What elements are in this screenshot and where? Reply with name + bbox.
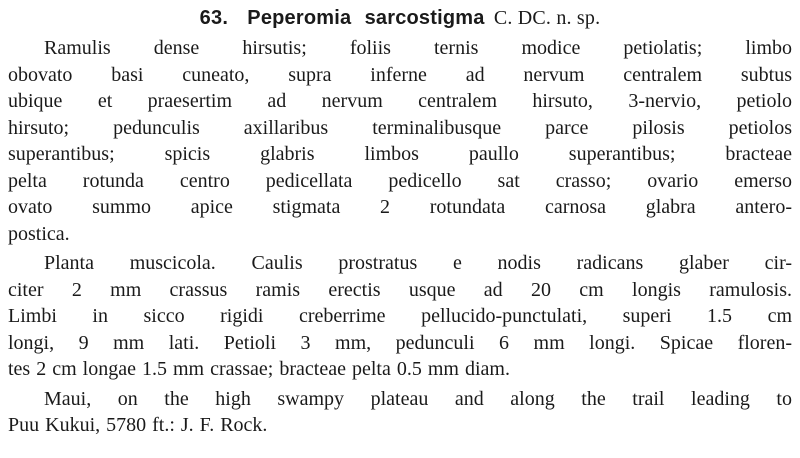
habit-line: longi, 9 mm lati. Petioli 3 mm, pedunculi 6 mm longi. Spicae floren- bbox=[8, 331, 792, 354]
description-paragraph bbox=[8, 35, 792, 247]
species-epithet: sarcostigma bbox=[364, 7, 485, 29]
habit-line: citer 2 mm crassus ramis erectis usque ad 20 cm longis ramulosis. bbox=[8, 278, 792, 301]
description-line: postica. bbox=[8, 222, 70, 245]
locality-line: Puu Kukui, 5780 ft.: J. F. Rock. bbox=[8, 414, 268, 436]
document-page bbox=[8, 5, 792, 442]
description-line: Ramulis dense hirsutis; foliis ternis modice petiolatis; limbo bbox=[44, 37, 792, 59]
species-authority: C. DC. n. sp. bbox=[493, 7, 601, 29]
locality-line: Maui, on the high swampy plateau and along the trail leading to bbox=[44, 387, 792, 410]
habit-paragraph bbox=[8, 250, 792, 383]
locality-paragraph bbox=[8, 386, 792, 439]
description-line: pelta rotunda centro pedicellata pedicello sat crasso; ovario emerso bbox=[8, 169, 792, 192]
genus-name: Peperomia bbox=[247, 7, 352, 29]
description-line: ubique et praesertim ad nervum centralem hirsuto, 3-nervio, petiolo bbox=[8, 90, 792, 112]
description-line: ovato summo apice stigmata 2 rotundata carnosa glabra antero- bbox=[8, 196, 792, 218]
habit-line: Limbi in sicco rigidi creberrime pellucido-punctulati, superi 1.5 cm bbox=[8, 305, 792, 327]
species-number: 63. bbox=[199, 7, 229, 29]
habit-line: tes 2 cm longae 1.5 mm crassae; bracteae pelta 0.5 mm diam. bbox=[8, 358, 510, 380]
description-line: superantibus; spicis glabris limbos paullo superantibus; bracteae bbox=[8, 143, 792, 165]
description-line: obovato basi cuneato, supra inferne ad nervum centralem subtus bbox=[8, 63, 792, 86]
description-line: hirsuto; pedunculis axillaribus terminalibusque parce pilosis petiolos bbox=[8, 116, 792, 139]
species-heading bbox=[8, 5, 792, 31]
habit-line: Planta muscicola. Caulis prostratus e nodis radicans glaber cir- bbox=[44, 252, 792, 274]
